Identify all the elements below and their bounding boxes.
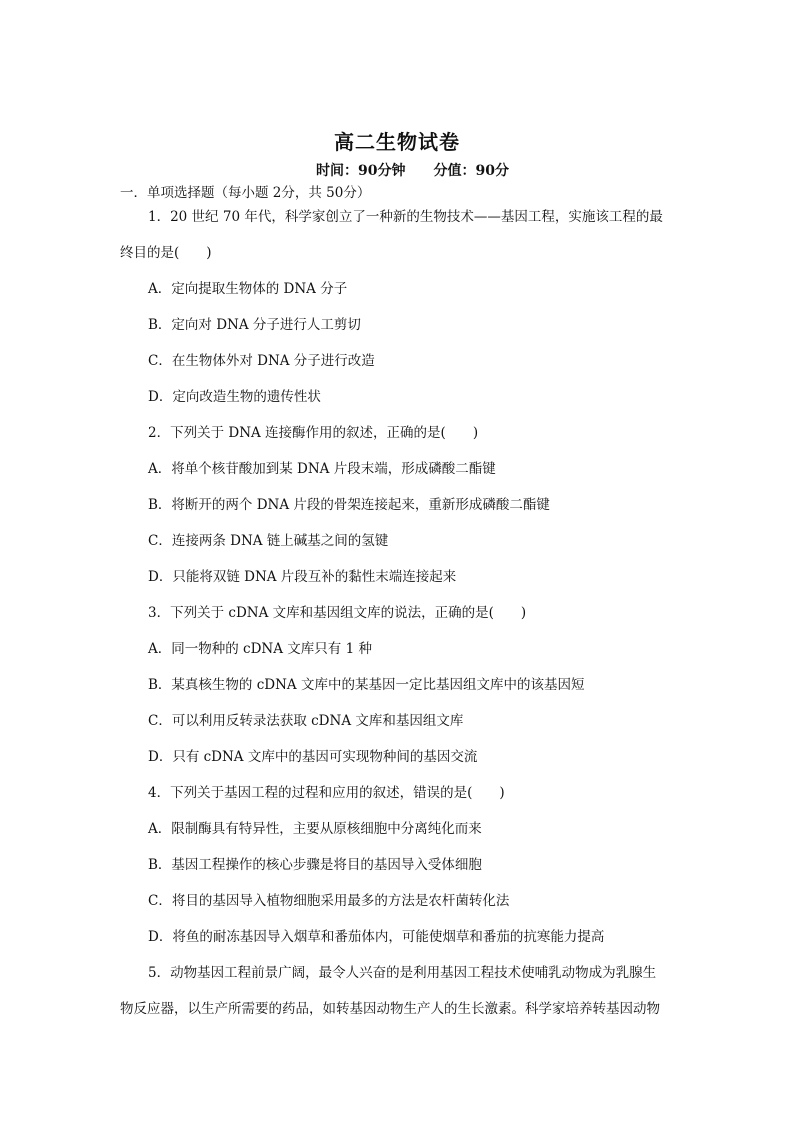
question-1-stem-line1: 1．20 世纪 70 年代，科学家创立了一种新的生物技术——基因工程，实施该工程的最 — [148, 209, 663, 225]
question-4-stem: 4．下列关于基因工程的过程和应用的叙述，错误的是( ) — [148, 785, 505, 801]
exam-score: 分值：90分 — [433, 163, 509, 179]
question-1-option-a: A．定向提取生物体的 DNA 分子 — [148, 281, 348, 297]
question-4-option-a: A．限制酶具有特异性，主要从原核细胞中分离纯化而来 — [148, 821, 482, 837]
exam-time: 时间：90分钟 — [316, 163, 406, 179]
question-1-option-b: B．定向对 DNA 分子进行人工剪切 — [148, 317, 361, 333]
question-1-option-d: D．定向改造生物的遗传性状 — [148, 389, 321, 405]
question-4-option-d: D．将鱼的耐冻基因导入烟草和番茄体内，可能使烟草和番茄的抗寒能力提高 — [148, 929, 605, 945]
question-3-option-a: A．同一物种的 cDNA 文库只有 1 种 — [148, 641, 372, 657]
question-4-option-b: B．基因工程操作的核心步骤是将目的基因导入受体细胞 — [148, 857, 482, 873]
exam-meta — [316, 160, 537, 180]
question-5-stem-line2: 物反应器，以生产所需要的药品，如转基因动物生产人的生长激素。科学家培养转基因动物 — [120, 1001, 660, 1017]
question-5-stem-line1: 5．动物基因工程前景广阔，最令人兴奋的是利用基因工程技术使哺乳动物成为乳腺生 — [148, 965, 657, 981]
question-1-stem-line2: 终目的是( ) — [120, 245, 212, 261]
question-3-stem: 3．下列关于 cDNA 文库和基因组文库的说法，正确的是( ) — [148, 605, 527, 621]
question-4-option-c: C．将目的基因导入植物细胞采用最多的方法是农杆菌转化法 — [148, 893, 510, 909]
exam-title: 高二生物试卷 — [334, 130, 460, 154]
question-3-option-c: C．可以利用反转录法获取 cDNA 文库和基因组文库 — [148, 713, 464, 729]
question-3-option-d: D．只有 cDNA 文库中的基因可实现物种间的基因交流 — [148, 749, 478, 765]
question-3-option-b: B．某真核生物的 cDNA 文库中的某基因一定比基因组文库中的该基因短 — [148, 677, 585, 693]
question-2-option-c: C．连接两条 DNA 链上碱基之间的氢键 — [148, 533, 389, 549]
question-2-option-b: B．将断开的两个 DNA 片段的骨架连接起来，重新形成磷酸二酯键 — [148, 497, 550, 513]
question-1-option-c: C．在生物体外对 DNA 分子进行改造 — [148, 353, 375, 369]
question-2-option-a: A．将单个核苷酸加到某 DNA 片段末端，形成磷酸二酯键 — [148, 461, 496, 477]
section-heading: 一．单项选择题（每小题 2分，共 50分） — [120, 185, 371, 201]
question-2-stem: 2．下列关于 DNA 连接酶作用的叙述，正确的是( ) — [148, 425, 479, 441]
question-2-option-d: D．只能将双链 DNA 片段互补的黏性末端连接起来 — [148, 569, 457, 585]
